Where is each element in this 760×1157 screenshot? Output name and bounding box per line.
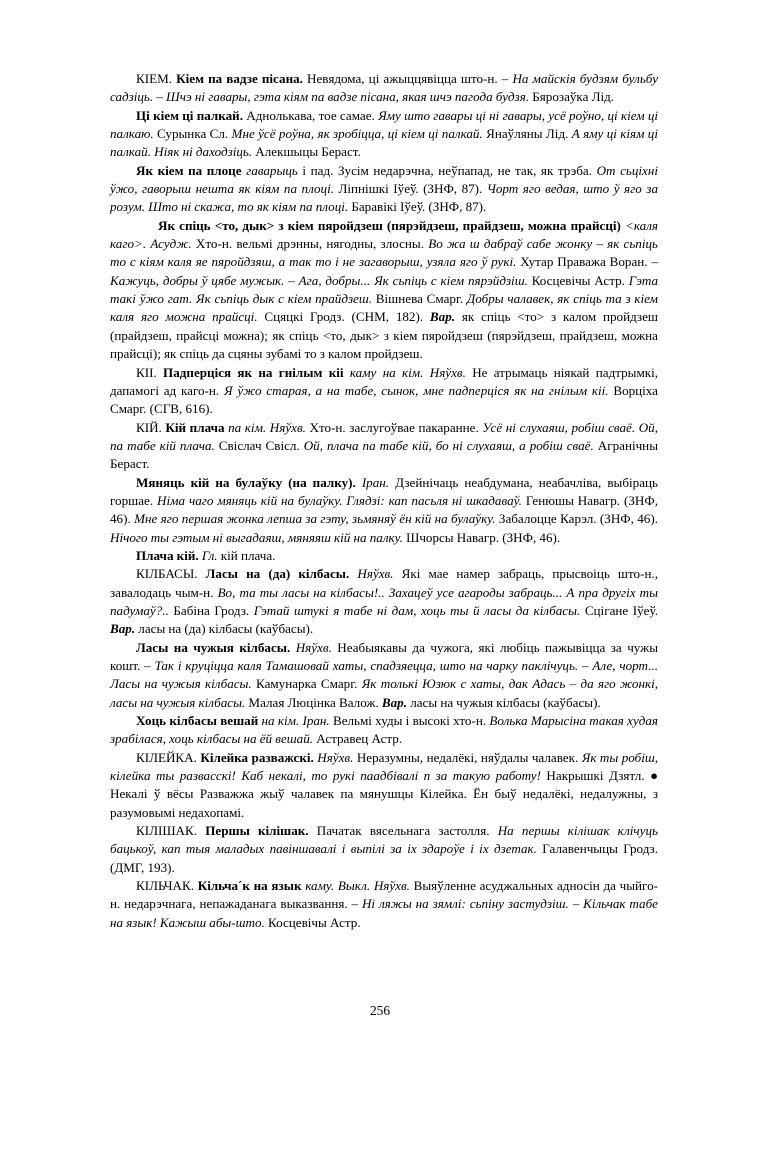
text-run: Хто-н. заслугоўвае пакаранне. bbox=[305, 419, 483, 435]
text-run: як спіць <то> з калом пройдзеш (прайдзеш, прайсці можна); як спіць <то, дык> з кіем пяройдзеш (пярэйдзеш, прайдзеш, можна прайсці); як спіць да сцяны зубамі то з калом пройдзеш. bbox=[110, 309, 658, 362]
text-run: Выяўленне асуджальных адносін да чыйго-н. недарэчнага, непажаданага выказвання. – bbox=[110, 878, 658, 912]
text-run: Падперціся як на гнілым кіі bbox=[163, 364, 350, 380]
text-run: кій плача. bbox=[217, 547, 276, 563]
text-run: Як спіць <то, дык> з кіем пяройдзеш (пярэйдзеш, прайдзеш, можна прайсці) bbox=[158, 217, 621, 233]
text-run: Іран. bbox=[355, 474, 390, 490]
text-run: Чорт яго ведая, што ў яго за розум. Што ні скажа, то як кіям па плоці. bbox=[110, 181, 658, 215]
text-run: Косцевічы Астр. bbox=[264, 914, 361, 930]
text-run: А яму ці кіям ці палкай. Ніяк ні даходзіць. bbox=[110, 126, 658, 160]
text-run: Бярозаўка Лід. bbox=[529, 89, 615, 105]
text-run: Кажуць, добры ў цябе мужык. – Ага, добры... Як сьпіць с кіем пярэйдзіш. bbox=[110, 272, 528, 288]
text-run: Кілейка разважскі. bbox=[200, 749, 314, 765]
text-column bbox=[110, 70, 658, 932]
text-run: Неразумны, недалёкі, няўдалы чалавек. bbox=[353, 749, 582, 765]
text-run: Ласы на чужыя кілбасы. bbox=[136, 639, 291, 655]
text-run: ласы на (да) кілбасы (каўбасы). bbox=[135, 621, 314, 637]
text-run: Усё ні слухаяш, робіш сваё. Ой, па табе кій плача. bbox=[110, 419, 658, 453]
text-run: Кіем па вадзе пісана. bbox=[176, 71, 303, 86]
text-run: Не атрымаць ніякай падтрымкі, дапамогі ад каго-н. bbox=[110, 364, 659, 398]
text-run: Сурынка Сл. bbox=[153, 126, 232, 142]
text-run: КІЛІШАК. bbox=[136, 823, 206, 839]
text-run: Гэтай штукі я табе ні дам, хоць ты й ласы да кілбасы. bbox=[253, 602, 581, 618]
dictionary-entry bbox=[110, 712, 658, 749]
text-run: гаварыць bbox=[246, 162, 298, 178]
text-run: Нічого ты гэтым ні выгадаяш, мяняяш кій на палку. bbox=[110, 529, 403, 545]
text-run: Няўхв. bbox=[313, 749, 354, 765]
text-run: Хто-н. вельмі дрэнны, нягодны, злосны. bbox=[191, 236, 429, 252]
text-run: Бабіна Гродз. bbox=[168, 602, 254, 618]
text-run: Вар. bbox=[110, 621, 136, 637]
text-run: ласы на чужыя кілбасы (каўбасы). bbox=[407, 694, 601, 710]
text-run: На першы кілішак клічуць бацькоў, кап тыя маладых павіншавалі і выпілі за іх здароўе і іх дзетак. bbox=[110, 823, 658, 857]
text-run: Як ты робіш, кілейка ты развасскі! Каб некалі, то рукі паадбівалі п за такую работу! bbox=[110, 749, 659, 784]
page-number: 256 bbox=[369, 1003, 391, 1018]
text-run: Няўхв. bbox=[290, 639, 332, 655]
text-run: Німа чаго мяняць кій на булаўку. Глядзі: кап пасьля ні шкадаваў. bbox=[157, 492, 522, 508]
text-run: КІІ. bbox=[136, 364, 164, 380]
dictionary-entry bbox=[110, 162, 658, 217]
text-run: Ласы на (да) кілбасы. bbox=[205, 566, 350, 582]
text-run: Янаўляны Лід. bbox=[482, 126, 572, 142]
text-run: Кільча´к на язык bbox=[197, 878, 306, 894]
dictionary-entry bbox=[110, 419, 658, 474]
text-run: Плача кій. bbox=[136, 547, 199, 563]
text-run: Гл. bbox=[198, 547, 218, 563]
text-run: Камунарка Смарг. bbox=[251, 676, 362, 692]
text-run: КІЛЬЧАК. bbox=[136, 878, 198, 894]
text-run: Косцевічы Астр. bbox=[527, 272, 629, 288]
text-run: Мяняць кій на булаўку (на палку). bbox=[136, 474, 356, 490]
text-run: На майскія будзям бульбу садзіць. – Шчэ ні гавары, гэта кіям па вадзе пісана, якая шчэ пагода будзя. bbox=[110, 71, 659, 105]
dictionary-entry bbox=[110, 107, 658, 162]
text-run: КІЙ. bbox=[136, 419, 166, 435]
text-run: От сьціхні ўжо, гаворыш нешта як кіям па плоці. bbox=[110, 162, 658, 197]
dictionary-entry bbox=[110, 547, 658, 565]
text-run: каму. Выкл. Няўхв. bbox=[305, 878, 410, 894]
text-run: Малая Люцінка Валож. bbox=[245, 694, 382, 710]
dictionary-entry bbox=[110, 217, 658, 364]
text-run: Як толькі Юзюк с хаты, дак Адась – да яго жонкі, ласы на чужыя кілбасы. bbox=[110, 676, 658, 710]
text-run: Агранічны Бераст. bbox=[110, 437, 658, 472]
text-run: Пачатак вясельнага застолля. bbox=[308, 823, 498, 839]
text-run: Ні ляжы на зямлі: сьпіну застудзіш. – Кільчак табе на язык! Кажыш абы-што. bbox=[110, 896, 658, 930]
text-run: Баравікі Іўеў. (ЗНФ, 87). bbox=[348, 199, 487, 215]
dictionary-entry bbox=[110, 364, 658, 419]
text-run: Мне ўсё роўна, як зробіцца, ці кіем ці палкай. bbox=[231, 126, 483, 142]
text-run: ● Некалі ў вёсы Разважжа жыў чалавек па мянушцы Кілейка. Ён быў недалёкі, недалужны, з разумовымі недахопамі. bbox=[110, 768, 658, 820]
text-run: Вар. bbox=[429, 309, 456, 325]
text-run: Накрышкі Дзятл. bbox=[540, 768, 651, 784]
text-run: Сцігане Іўеў. bbox=[580, 602, 658, 618]
text-run: Генюшы Навагр. (ЗНФ, 46). bbox=[110, 492, 658, 527]
text-run: Вішнева Смарг. bbox=[372, 291, 467, 307]
text-run: Ліпнішкі Іўеў. (ЗНФ, 87). bbox=[333, 181, 487, 197]
text-run: Волька Марысіна такая худая зрабілася, хоць кілбасы на ёй вешай. bbox=[110, 713, 658, 747]
text-run: Як кіем па плоце bbox=[136, 162, 247, 178]
text-run: Так і круціцца каля Тамашовай хаты, спадзяецца, што на чарку паклічуць. – Але, чорт... Ласы на чужыя кілбасы. bbox=[110, 658, 658, 692]
text-run: Мне яго першая жонка лепша за гэту, зьмяняў ён кій на булаўку. bbox=[134, 511, 496, 527]
text-run: Хутар Праважа Воран. – bbox=[516, 254, 658, 270]
text-run: каму на кім. Няўхв. bbox=[349, 364, 466, 380]
text-run: Вар. bbox=[381, 694, 408, 710]
text-run: Я ўжо старая, а на табе, сынок, мне падперціся як на гнілым кіі. bbox=[223, 382, 609, 398]
text-run: Во жа ш дабраў сабе жонку – як сьпіць то с кіям каля яе пяройдзяш, а так то і не загаворыш, узяла яго ў рукі. bbox=[110, 236, 659, 270]
text-run: Ці кіем ці палкай. bbox=[136, 107, 243, 123]
text-run: КІЛЕЙКА. bbox=[136, 749, 201, 765]
text-run: Астравец Астр. bbox=[313, 731, 403, 747]
text-run: Забалоцце Карэл. (ЗНФ, 46). bbox=[495, 511, 658, 527]
dictionary-entry bbox=[110, 70, 658, 107]
text-run: Дзейнічаць неабдумана, неабачліва, выбіраць горшае. bbox=[110, 474, 658, 508]
dictionary-entry bbox=[110, 565, 658, 638]
dictionary-entry bbox=[110, 474, 658, 547]
text-run: па кім. Няўхв. bbox=[228, 419, 306, 435]
text-run: Шчорсы Навагр. (ЗНФ, 46). bbox=[402, 529, 561, 545]
text-run: Аднолькава, тое самае. bbox=[242, 107, 379, 123]
text-run: Першы кілішак. bbox=[205, 823, 309, 839]
dictionary-entry bbox=[110, 639, 658, 712]
text-run: Гэта такі ўжо гат. Як сьпіць дык с кіем прайдзеш. bbox=[110, 272, 658, 307]
text-run: Свіслач Свісл. bbox=[214, 437, 304, 453]
text-run: КІЕМ. bbox=[136, 71, 177, 86]
text-run: і пад. Зусім недарэчна, неўпапад, не так, як трэба. bbox=[297, 162, 597, 178]
dictionary-entry bbox=[110, 822, 658, 877]
text-run: Яму што гавары ці ні гавары, усё роўно, ці кіем ці палкаю. bbox=[110, 107, 659, 142]
text-run: Вельмі худы і высокі хто-н. bbox=[329, 713, 490, 729]
text-run: Кій плача bbox=[165, 419, 229, 435]
text-run: Сцяцкі Гродз. (СНМ, 182). bbox=[257, 309, 430, 325]
dictionary-entry bbox=[110, 749, 658, 822]
text-run: <каля каго>. Асудж. bbox=[110, 217, 659, 252]
text-run: Добры чалавек, як спіць та з кіем каля яго можна прайсці. bbox=[110, 291, 658, 325]
text-run: Невядома, ці ажыццявіцца што-н. – bbox=[302, 71, 513, 86]
text-run: Неабыякавы да чужога, які любіць пажывіцца за чужы кошт. – bbox=[110, 639, 658, 673]
text-run: на кім. Іран. bbox=[261, 713, 330, 729]
text-run: Няўхв. bbox=[349, 566, 394, 582]
text-run: Хоць кілбасы вешай bbox=[136, 713, 262, 729]
text-run: Алекшыцы Бераст. bbox=[252, 144, 361, 160]
text-run: Галавенчыцы Гродз. (ДМГ, 193). bbox=[110, 841, 658, 875]
dictionary-entry bbox=[110, 877, 658, 932]
text-run: Во, та ты ласы на кілбасы!.. Захацеў усе агароды забраць... А пра другіх ты падумаў?.. bbox=[110, 584, 658, 618]
text-run: КІЛБАСЫ. bbox=[136, 566, 206, 582]
text-run: Ой, плача па табе кій, бо ні слухаяш, а робіш сваё. bbox=[303, 437, 594, 453]
text-run: Які мае намер забраць, прысвоіць што-н., завалодаць чым-н. bbox=[110, 566, 659, 600]
text-run: Ворціха Смарг. (СГВ, 616). bbox=[110, 382, 658, 417]
